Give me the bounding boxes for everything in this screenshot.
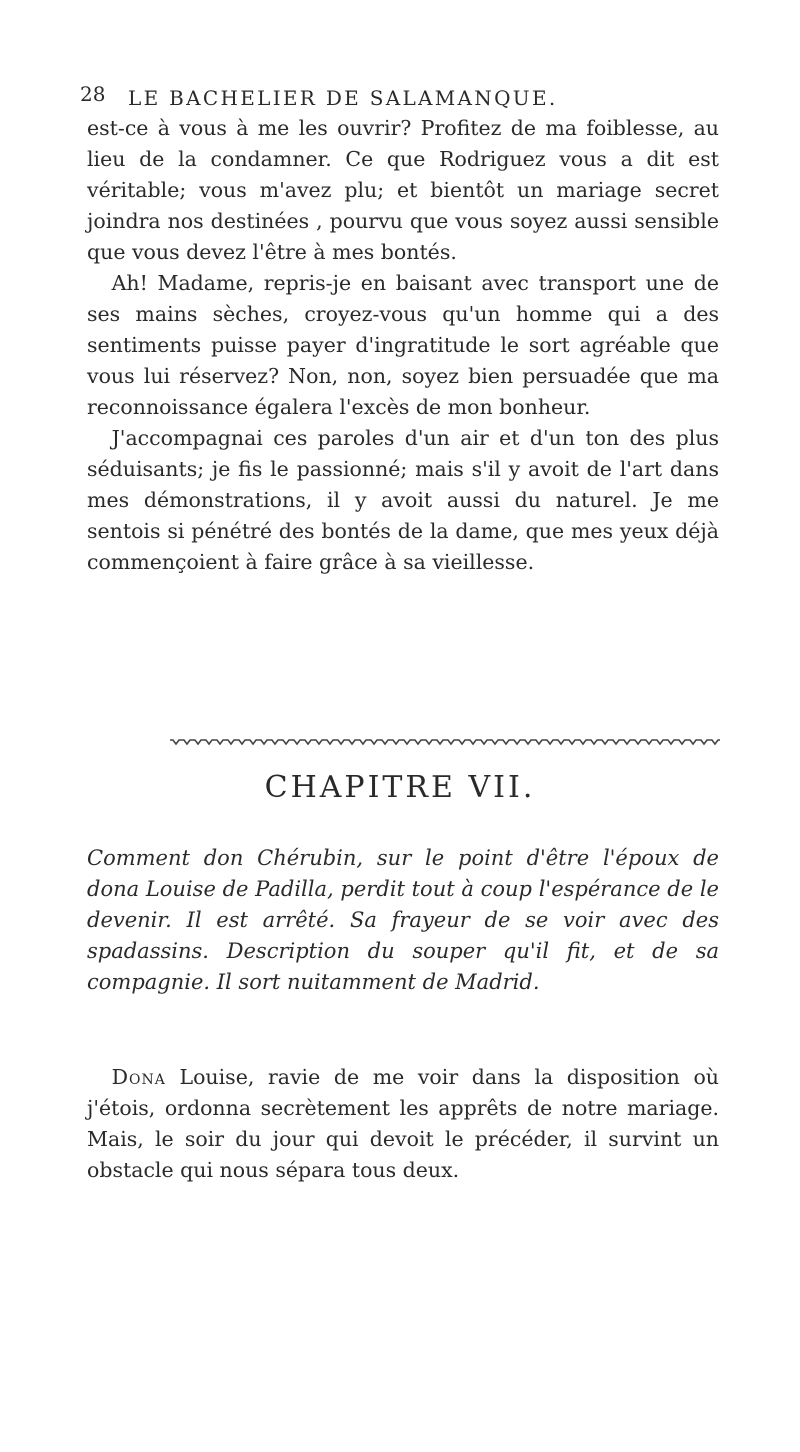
paragraph: Ah! Madame, repris-je en baisant avec transport une de ses mains sèches, croyez-vous qu'un homme qui a des sentiments puisse payer d'ingratitude le sort agréable que vous lui réservez? Non, non, soyez bien persuadée que ma reconnoissance égalera l'excès de mon bonheur. [87,271,719,419]
body-text-bottom [87,1062,719,1186]
chapter-summary: Comment don Chérubin, sur le point d'être l'époux de dona Louise de Padilla, perdit tout à coup l'espérance de le devenir. Il est arrêté. Sa frayeur de se voir avec des spadassins. Description du souper qu'il fit, et de sa compagnie. Il sort nuitamment de Madrid. [87,846,719,994]
lead-word: Dona [111,1065,166,1089]
running-head [80,82,720,112]
body-text-top [87,113,719,578]
paragraph: est-ce à vous à me les ouvrir? Profitez de ma foiblesse, au lieu de la condamner. Ce que Rodriguez vous a dit est véritable; vous m'avez plu; et bientôt un mariage secret joindra nos destinées , pourvu que vous soyez aussi sensible que vous devez l'être à mes bontés. [87,116,719,264]
chapter-title: CHAPITRE VII. [264,770,536,805]
page-number: 28 [80,82,106,106]
ornamental-divider [170,737,720,747]
paragraph [87,1062,719,1186]
paragraph: J'accompagnai ces paroles d'un air et d'un ton des plus séduisants; je fis le passionné; mais s'il y avoit de l'art dans mes démonstrations, il y avoit aussi du naturel. Je me sentois si pénétré des bontés de la dame, que mes yeux déjà commençoient à faire grâce à sa vieillesse. [87,426,719,574]
paragraph-text: Louise, ravie de me voir dans la disposition où j'étois, ordonna secrètement les apprêts de notre mariage. Mais, le soir du jour qui devoit le précéder, il survint un obstacle qui nous sépara tous deux. [87,1065,719,1182]
running-title: LE BACHELIER DE SALAMANQUE. [128,86,558,110]
